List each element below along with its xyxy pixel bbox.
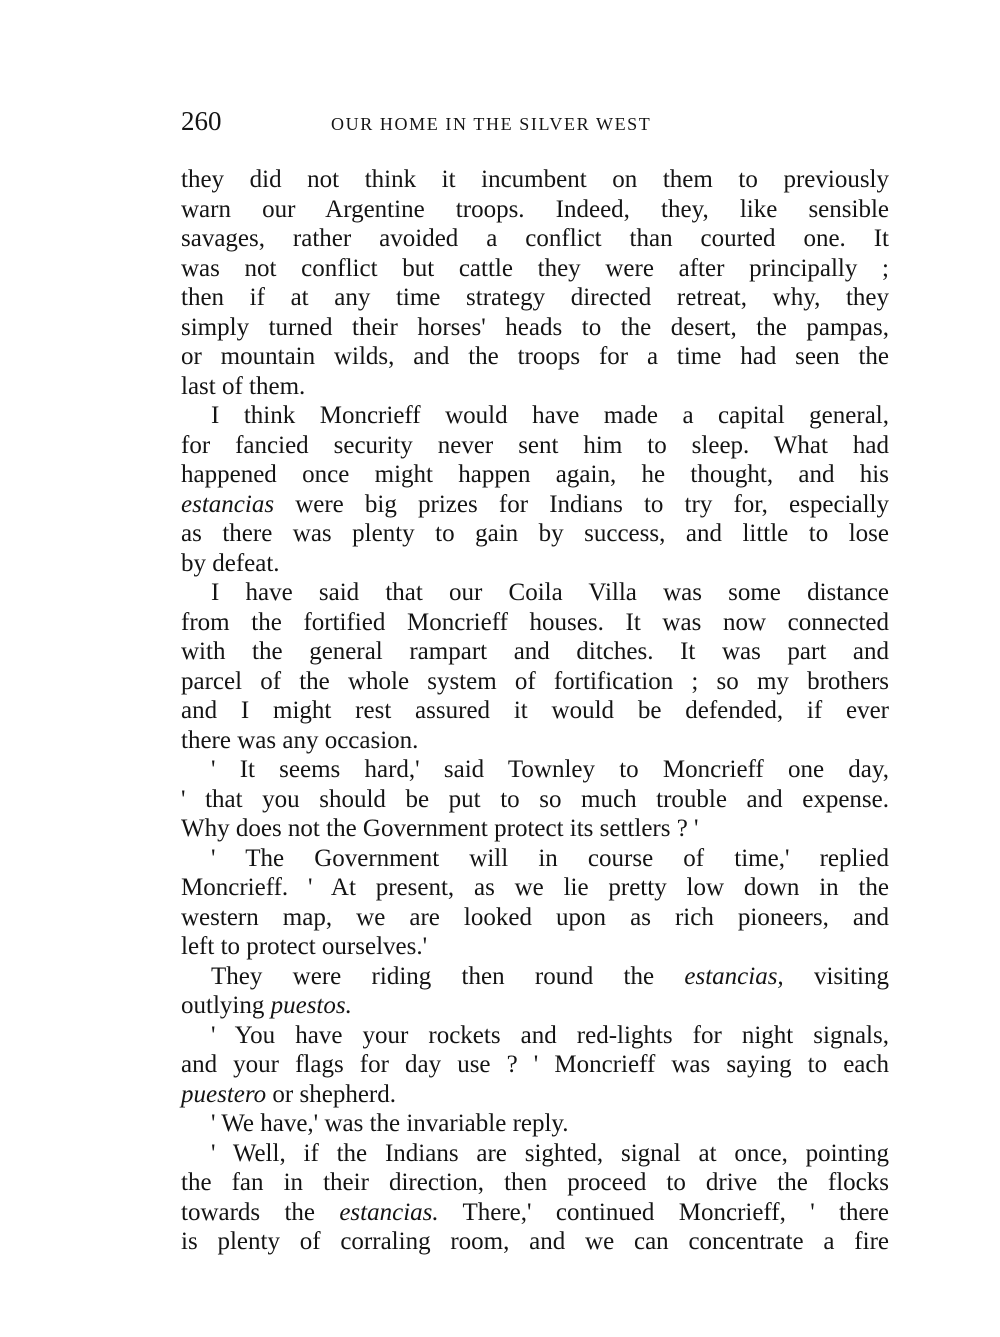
text-line-content <box>181 255 889 282</box>
text-segment: happened once might happen again, he thought, and his <box>181 461 889 488</box>
text-line-content <box>181 491 889 518</box>
text-line <box>181 372 889 402</box>
text-line <box>181 814 889 844</box>
text-line <box>181 1168 889 1198</box>
text-line-content <box>181 373 305 400</box>
text-segment: left to protect ourselves.' <box>181 933 428 960</box>
text-segment: and your flags for day use ? ' Moncrieff was saying to each <box>181 1051 889 1078</box>
text-line-content <box>211 1140 889 1167</box>
text-segment: and I might rest assured it would be defended, if ever <box>181 697 889 724</box>
text-line-content <box>181 815 699 842</box>
text-line <box>181 962 889 992</box>
text-segment: ' We have,' was the invariable reply. <box>211 1110 569 1137</box>
text-line-content <box>181 638 889 665</box>
text-line <box>181 313 889 343</box>
text-line-content <box>181 933 427 960</box>
italic-text-segment: estancias <box>181 490 275 518</box>
italic-text-segment: puestos. <box>270 992 352 1019</box>
text-line <box>181 903 889 933</box>
text-segment: for fancied security never sent him to sleep. What had <box>181 431 889 459</box>
text-segment: ' Well, if the Indians are sighted, signal at once, pointing <box>211 1139 889 1167</box>
text-line <box>181 254 889 284</box>
text-line <box>181 1227 889 1257</box>
running-title: OUR HOME IN THE SILVER WEST <box>331 114 652 134</box>
text-segment: outlying <box>181 992 271 1019</box>
text-line <box>181 283 889 313</box>
text-line <box>181 696 889 726</box>
text-line <box>181 785 889 815</box>
text-line-content <box>181 874 889 901</box>
text-line-content <box>211 1110 569 1137</box>
text-line <box>181 549 889 579</box>
text-segment: with the general rampart and ditches. It was part and <box>181 638 889 665</box>
text-line-content <box>181 668 889 695</box>
text-line <box>181 431 889 461</box>
text-segment: they did not think it incumbent on them to previously <box>181 166 889 193</box>
italic-text-segment: puestero <box>181 1080 267 1108</box>
text-line <box>181 755 889 785</box>
text-segment: They were riding then round the <box>211 962 685 990</box>
text-line-content <box>181 343 889 370</box>
text-line <box>181 519 889 549</box>
text-segment: parcel of the whole system of fortification ; so my brothers <box>181 667 889 695</box>
text-line-content <box>181 727 418 754</box>
text-line-content <box>181 461 889 488</box>
text-line-content <box>181 196 889 223</box>
text-line <box>181 578 889 608</box>
text-line <box>181 1080 889 1110</box>
text-segment: western map, we are looked upon as rich pioneers, and <box>181 903 889 931</box>
text-line-content <box>181 550 280 577</box>
text-segment: then if at any time strategy directed retreat, why, they <box>181 284 889 311</box>
text-segment: warn our Argentine troops. Indeed, they, like sensible <box>181 195 889 223</box>
text-segment: the fan in their direction, then proceed to drive the flocks <box>181 1169 889 1196</box>
text-line-content <box>181 1051 889 1078</box>
text-segment: ' The Government will in course of time,' replied <box>211 844 889 872</box>
text-line <box>181 1139 889 1169</box>
text-line-content <box>181 520 889 547</box>
text-line-content <box>211 845 889 872</box>
text-segment: is plenty of corraling room, and we can concentrate a fire <box>181 1228 889 1255</box>
text-line-content <box>181 992 352 1019</box>
text-segment: from the fortified Moncrieff houses. It was now connected <box>181 608 889 636</box>
text-segment: towards the <box>181 1198 340 1226</box>
text-segment: were big prizes for Indians to try for, especially <box>274 490 889 518</box>
text-line <box>181 932 889 962</box>
text-line <box>181 991 889 1021</box>
text-line-content <box>181 1228 889 1255</box>
text-line <box>181 195 889 225</box>
text-line <box>181 637 889 667</box>
text-segment: ' It seems hard,' said Townley to Moncrieff one day, <box>211 756 889 783</box>
text-line <box>181 726 889 756</box>
text-line <box>181 165 889 195</box>
text-line <box>181 844 889 874</box>
running-head <box>181 104 741 144</box>
text-segment: I have said that our Coila Villa was some distance <box>211 579 889 606</box>
text-segment: or mountain wilds, and the troops for a time had seen the <box>181 343 889 370</box>
text-line-content <box>211 1022 889 1049</box>
text-segment: savages, rather avoided a conflict than courted one. It <box>181 225 889 252</box>
text-segment: Why does not the Government protect its settlers ? ' <box>181 815 699 842</box>
text-line-content <box>181 432 889 459</box>
text-segment: there was any occasion. <box>181 726 419 754</box>
text-line <box>181 873 889 903</box>
text-line <box>181 1021 889 1051</box>
text-line-content <box>181 609 889 636</box>
text-line-content <box>211 756 889 783</box>
text-segment: last of them. <box>181 372 306 400</box>
text-segment: or shepherd. <box>266 1080 396 1108</box>
text-segment: was not conflict but cattle they were after principally ; <box>181 254 889 282</box>
text-line-content <box>211 963 889 990</box>
text-line <box>181 1198 889 1228</box>
text-segment: I think Moncrieff would have made a capital general, <box>211 402 889 429</box>
text-line-content <box>181 1081 396 1108</box>
text-line <box>181 1109 889 1139</box>
text-line <box>181 342 889 372</box>
text-line-content <box>211 402 889 429</box>
text-line-content <box>181 225 889 252</box>
text-segment: Moncrieff. ' At present, as we lie pretty low down in the <box>181 874 889 901</box>
text-segment: ' that you should be put to so much trouble and expense. <box>181 785 889 813</box>
text-line <box>181 460 889 490</box>
text-line <box>181 401 889 431</box>
text-segment: simply turned their horses' heads to the desert, the pampas, <box>181 313 889 341</box>
text-line-content <box>181 786 889 813</box>
text-line <box>181 490 889 520</box>
text-line <box>181 608 889 638</box>
text-line <box>181 224 889 254</box>
text-line <box>181 667 889 697</box>
text-segment: ' You have your rockets and red-lights for night signals, <box>211 1021 889 1049</box>
text-segment: visiting <box>783 962 889 990</box>
text-line-content <box>181 284 889 311</box>
text-line-content <box>181 314 889 341</box>
text-line <box>181 1050 889 1080</box>
text-line-content <box>181 697 889 724</box>
text-line-content <box>181 904 889 931</box>
body-text <box>181 165 889 1257</box>
text-segment: There,' continued Moncrieff, ' there <box>438 1198 889 1226</box>
page-number: 260 <box>181 106 222 136</box>
italic-text-segment: estancias, <box>684 962 784 990</box>
text-segment: by defeat. <box>181 549 280 577</box>
text-segment: as there was plenty to gain by success, and little to lose <box>181 520 889 547</box>
text-line-content <box>211 579 889 606</box>
italic-text-segment: estancias. <box>339 1198 439 1226</box>
text-line-content <box>181 1199 889 1226</box>
text-line-content <box>181 166 889 193</box>
text-line-content <box>181 1169 889 1196</box>
